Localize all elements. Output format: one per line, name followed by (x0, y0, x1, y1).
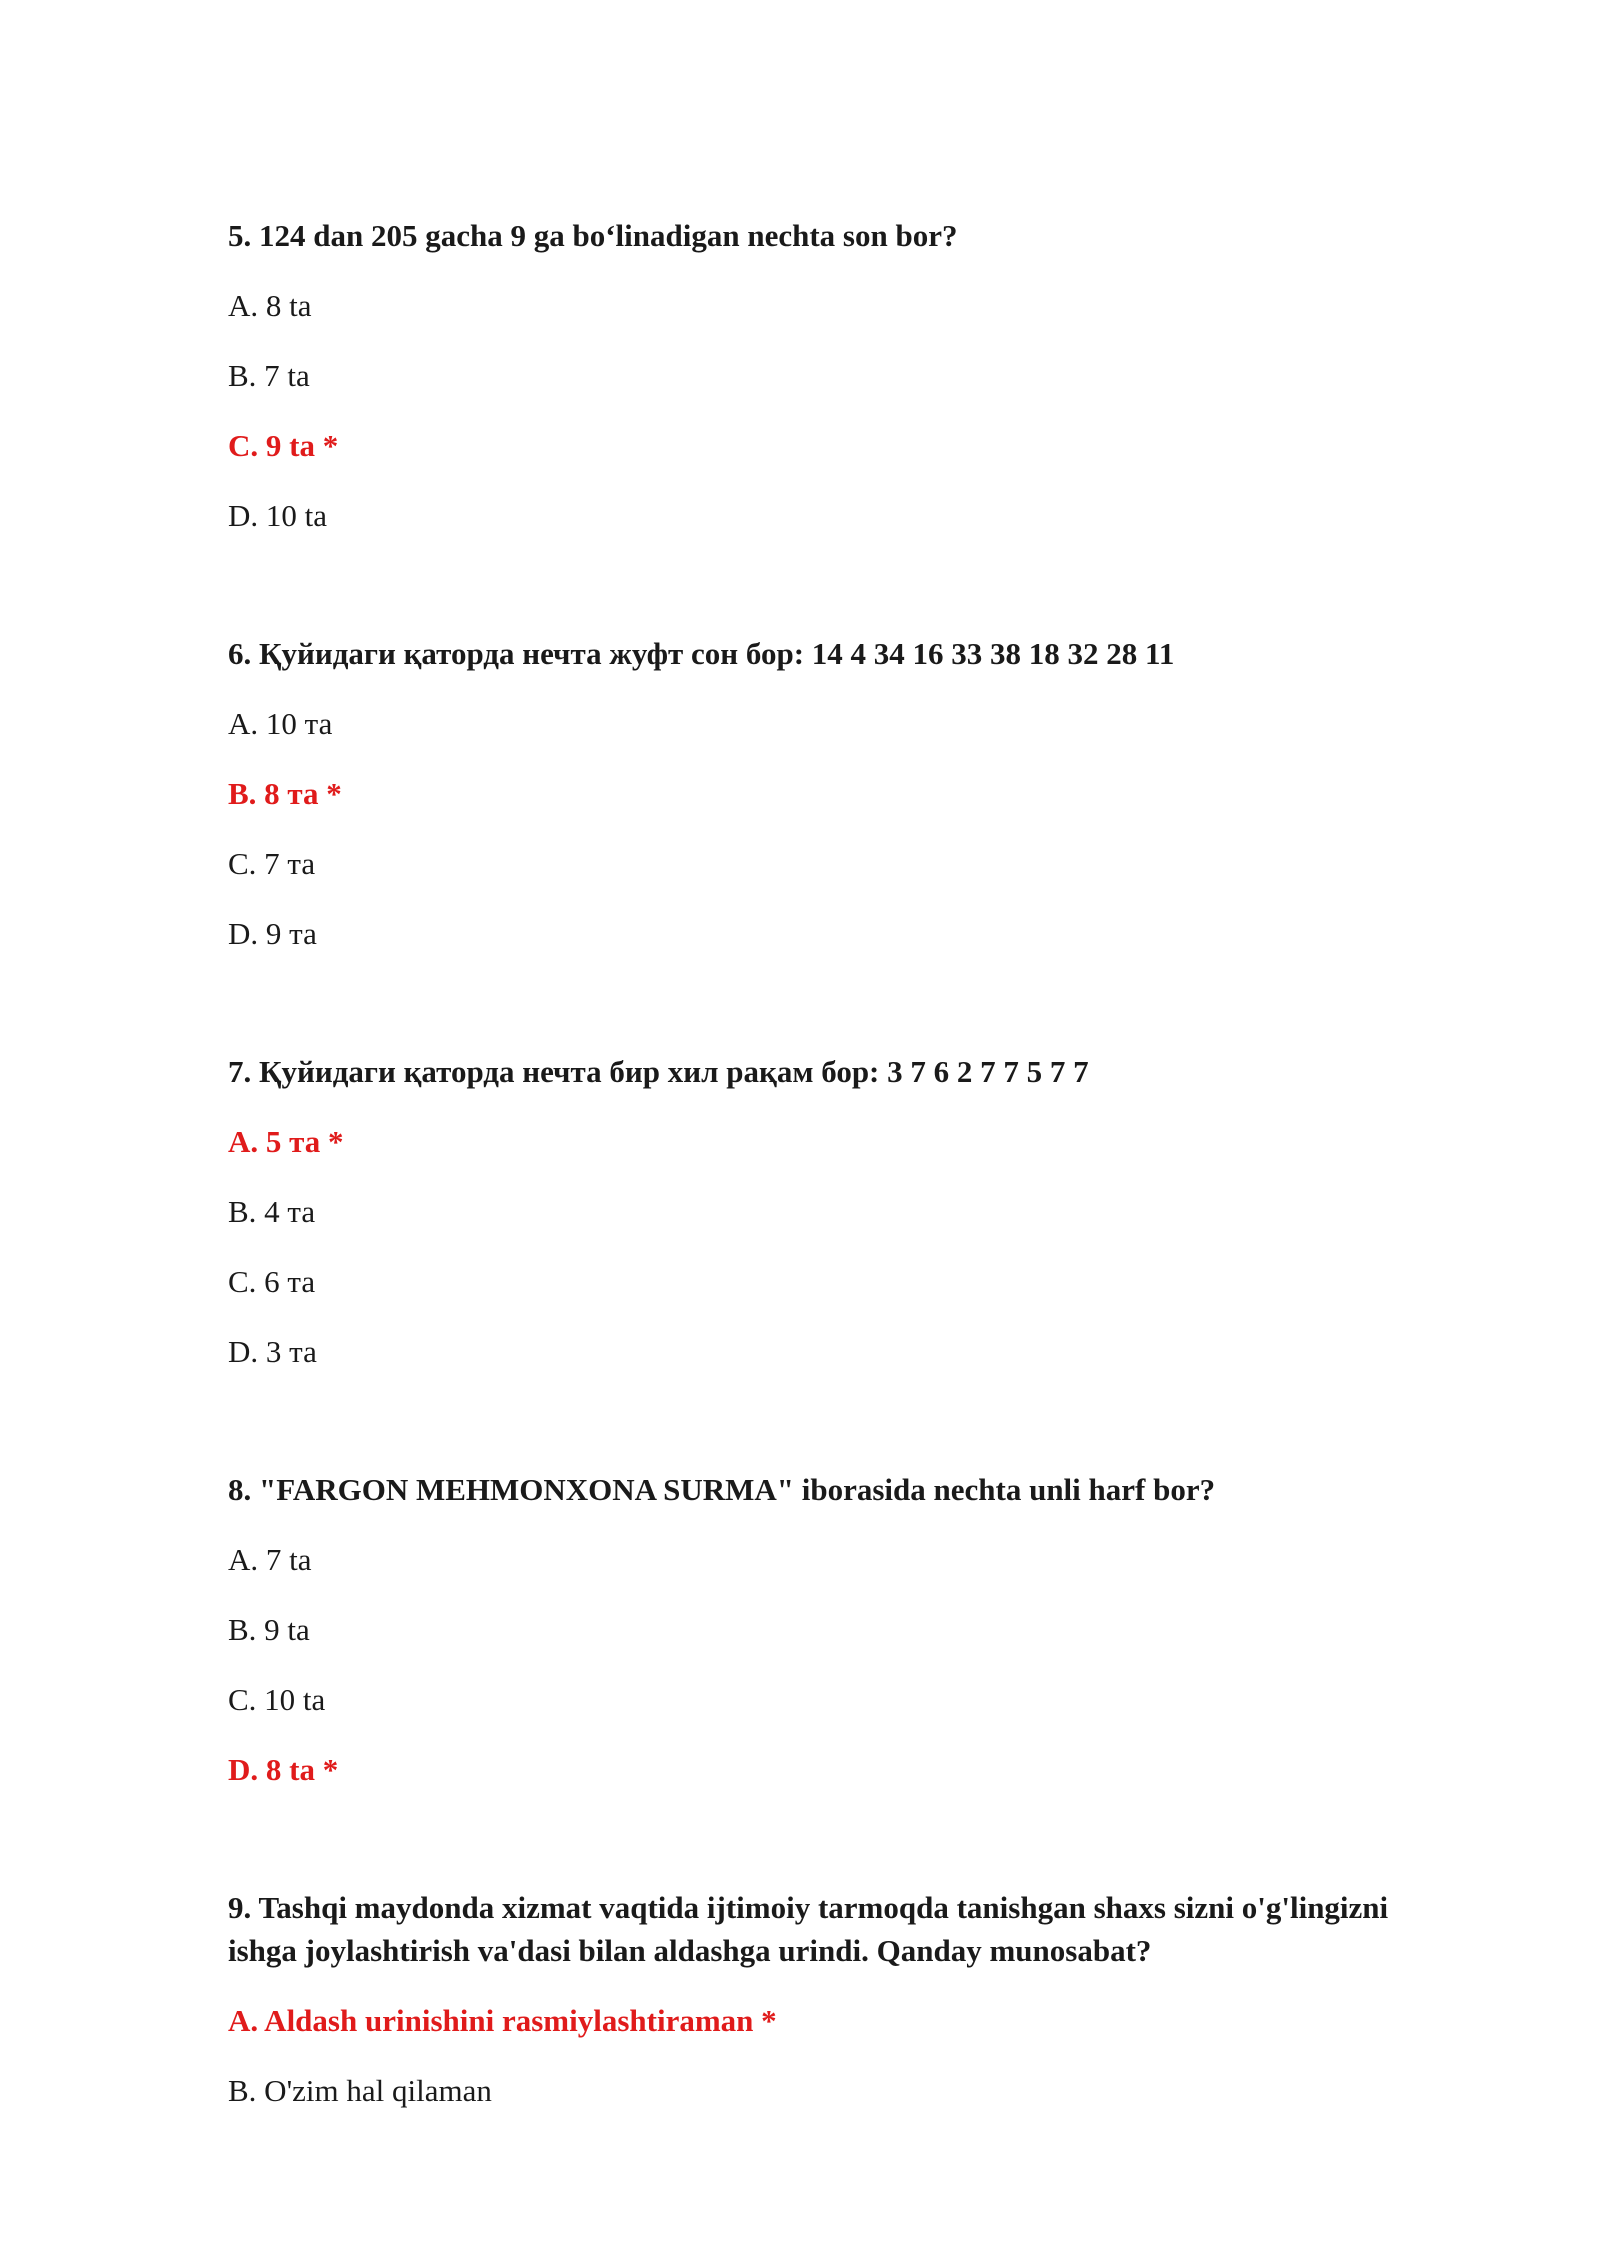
option-b: B. 4 та (228, 1194, 316, 1229)
option-c: C. 7 та (228, 846, 316, 881)
option-d: D. 3 та (228, 1334, 317, 1369)
option-d: D. 9 та (228, 916, 317, 951)
option-a-correct: A. 5 та * (228, 1124, 344, 1159)
option-b: B. 9 ta (228, 1612, 310, 1647)
question-7 (228, 1050, 1089, 1373)
option-d: D. 10 ta (228, 498, 328, 533)
option-c: C. 6 та (228, 1264, 316, 1299)
question-text: 5. 124 dan 205 gacha 9 ga bo‘linadigan nechta son bor? (228, 218, 958, 253)
question-text: 8. "FARGON MEHMONXONA SURMA" iborasida nechta unli harf bor? (228, 1472, 1216, 1507)
question-text-line-2: ishga joylashtirish va'dasi bilan aldashga urindi. Qanday munosabat? (228, 1933, 1152, 1968)
question-8 (228, 1468, 1215, 1791)
option-a: A. 7 ta (228, 1542, 312, 1577)
option-a: A. 8 ta (228, 288, 312, 323)
question-9 (228, 1886, 1458, 2112)
option-b-correct: B. 8 та * (228, 776, 342, 811)
option-a-correct: A. Aldash urinishini rasmiylashtiraman * (228, 2003, 777, 2038)
question-text: 7. Қуйидаги қаторда нечта бир хил рақам бор: 3 7 6 2 7 7 5 7 7 (228, 1054, 1089, 1089)
option-c: C. 10 ta (228, 1682, 326, 1717)
question-6 (228, 632, 1174, 955)
question-5 (228, 214, 957, 537)
question-text-line-1: 9. Tashqi maydonda xizmat vaqtida ijtimoiy tarmoqda tanishgan shaxs sizni o'g'lingizni (228, 1890, 1389, 1925)
option-a: A. 10 та (228, 706, 333, 741)
option-b: B. 7 ta (228, 358, 310, 393)
option-b: B. O'zim hal qilaman (228, 2073, 492, 2108)
question-text: 6. Қуйидаги қаторда нечта жуфт сон бор: 14 4 34 16 33 38 18 32 28 11 (228, 636, 1175, 671)
option-d-correct: D. 8 ta * (228, 1752, 339, 1787)
option-c-correct: C. 9 ta * (228, 428, 339, 463)
question-text (228, 1886, 1458, 1972)
